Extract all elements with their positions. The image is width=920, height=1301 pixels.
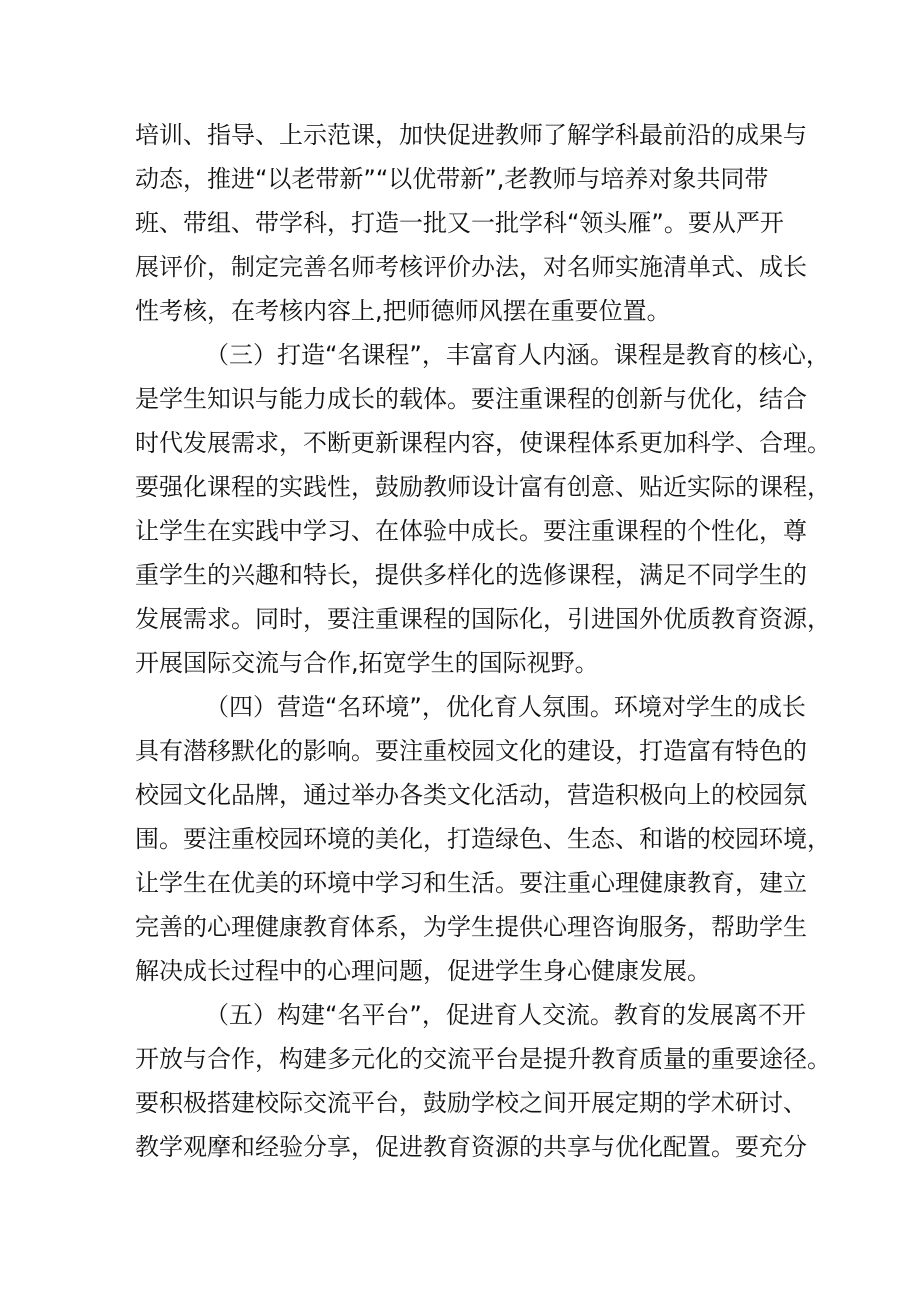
text-line: 围。要注重校园环境的美化，打造绿色、生态、和谐的校园环境， xyxy=(135,825,831,853)
text-line: 教学观摩和经验分享，促进教育资源的共享与优化配置。要充分 xyxy=(135,1133,807,1161)
text-line: 要积极搭建校际交流平台，鼓励学校之间开展定期的学术研讨、 xyxy=(135,1089,807,1117)
section-heading-line: （四）营造“名环境”，优化育人氛围。环境对学生的成长 xyxy=(205,693,806,721)
text-line: 是学生知识与能力成长的载体。要注重课程的创新与优化，结合 xyxy=(135,385,807,413)
text-line: 要强化课程的实践性，鼓励教师设计富有创意、贴近实际的课程， xyxy=(135,473,831,501)
text-line: 完善的心理健康教育体系，为学生提供心理咨询服务，帮助学生 xyxy=(135,913,807,941)
text-line: 性考核，在考核内容上,把师德师风摆在重要位置。 xyxy=(135,297,671,325)
text-line: 发展需求。同时，要注重课程的国际化，引进国外优质教育资源， xyxy=(135,605,831,633)
section-heading-line: （三）打造“名课程”，丰富育人内涵。课程是教育的核心， xyxy=(205,341,830,369)
text-line: 解决成长过程中的心理问题，促进学生身心健康发展。 xyxy=(135,957,711,985)
section-heading-line: （五）构建“名平台”，促进育人交流。教育的发展离不开 xyxy=(205,1001,806,1029)
text-line: 让学生在实践中学习、在体验中成长。要注重课程的个性化，尊 xyxy=(135,517,807,545)
text-line: 开放与合作，构建多元化的交流平台是提升教育质量的重要途径。 xyxy=(135,1045,831,1073)
text-line: 班、带组、带学科，打造一批又一批学科“领头雁”。要从严开 xyxy=(135,209,784,237)
text-line: 具有潜移默化的影响。要注重校园文化的建设，打造富有特色的 xyxy=(135,737,807,765)
text-line: 开展国际交流与合作,拓宽学生的国际视野。 xyxy=(135,649,599,677)
text-line: 校园文化品牌，通过举办各类文化活动，营造积极向上的校园氛 xyxy=(135,781,807,809)
text-line: 培训、指导、上示范课，加快促进教师了解学科最前沿的成果与 xyxy=(135,121,807,149)
body-text xyxy=(135,113,831,1169)
text-line: 重学生的兴趣和特长，提供多样化的选修课程，满足不同学生的 xyxy=(135,561,807,589)
text-line: 让学生在优美的环境中学习和生活。要注重心理健康教育，建立 xyxy=(135,869,807,897)
text-line: 动态，推进“以老带新”“以优带新”,老教师与培养对象共同带 xyxy=(135,165,769,193)
text-line: 时代发展需求，不断更新课程内容，使课程体系更加科学、合理。 xyxy=(135,429,831,457)
text-line: 展评价，制定完善名师考核评价办法，对名师实施清单式、成长 xyxy=(135,253,807,281)
